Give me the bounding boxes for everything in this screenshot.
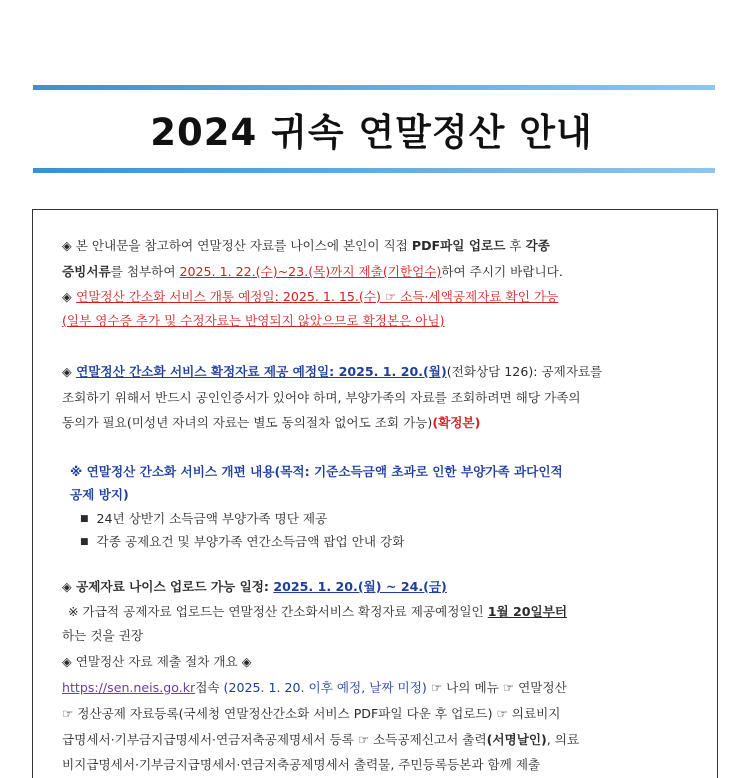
p6-line4 (62, 731, 579, 749)
p5-line3: 하는 것을 권장 (62, 628, 143, 643)
p6-menu-path: ☞ 나의 메뉴 ☞ 연말정산 (426, 680, 567, 695)
p1-text-d2: 하여 주시기 바랍니다. (441, 264, 563, 279)
p1-text-d: 각종 (525, 238, 550, 253)
bullet-square-icon: ■ (80, 514, 89, 524)
p5-upload-schedule: ◈ 공제자료 나이스 업로드 가능 일정: (62, 579, 274, 594)
p3-line3 (62, 414, 480, 432)
p6-line5: 비지급명세서·기부금지급명세서·연금저축공제명세서 출력물, 주민등록등본과 함께 제출 (62, 757, 541, 772)
p3-line1 (62, 363, 602, 381)
p6-line2 (62, 679, 567, 697)
p5-recommend: ※ 가급적 공제자료 업로드는 연말정산 간소화서비스 확정자료 제공예정일인 (68, 604, 488, 619)
p4-line2: 공제 방지) (70, 487, 129, 502)
p4-line1: ※ 연말정산 간소화 서비스 개편 내용(목적: 기준소득금액 초과로 인한 부양가족 과다인적 (70, 464, 563, 479)
p3-phone: (전화상담 126): 공제자료를 (446, 364, 603, 379)
p1-line1 (62, 237, 550, 255)
bullet-item-2 (80, 533, 404, 553)
p1-pdf-upload: PDF파일 업로드 (411, 238, 506, 253)
p3-line2: 조회하기 위해서 반드시 공인인증서가 있어야 하며, 부양가족의 자료를 조회하려면 해당 가족의 (62, 390, 581, 405)
p3-consent: 동의가 필요(미성년 자녀의 자료는 별도 동의절차 없어도 조회 가능) (62, 415, 433, 430)
p1-documents: 증빙서류 (62, 264, 111, 279)
bullet-square-icon: ■ (80, 537, 89, 547)
p3-marker: ◈ (62, 364, 77, 379)
p6-medical: , 의료 (546, 732, 580, 747)
p6-signature: (서명날인) (486, 732, 547, 747)
p1-text-b2: 를 첨부하여 (110, 264, 180, 279)
p6-register: 급명세서·기부금지급명세서·연금저축공제명세서 등록 ☞ 소득공제신고서 출력 (62, 732, 487, 747)
p5-upload-dates: 2025. 1. 20.(월) ~ 24.(금) (273, 579, 447, 594)
p5-from-date: 1월 20일부터 (487, 604, 568, 619)
bullet-text-2: 각종 공제요건 및 부양가족 연간소득금액 팝업 안내 강화 (96, 534, 405, 549)
p5-line1 (62, 578, 447, 596)
p6-line3: ☞ 정산공제 자료등록(국세청 연말정산간소화 서비스 PDF파일 다운 후 업로드) ☞ 의료비지 (62, 706, 561, 721)
p1-line2 (62, 263, 563, 281)
bullet-item-1 (80, 510, 327, 530)
p6-date-note: (2025. 1. 20. 이후 예정, 날짜 미정) (223, 680, 427, 695)
p3-confirmed-label: (확정본) (432, 415, 481, 430)
p2-service-open-date: 연말정산 간소화 서비스 개통 예정일: 2025. 1. 15.(수) ☞ 소득·세액공제자료 확인 가능 (76, 289, 559, 304)
p5-line2 (68, 603, 567, 621)
p1-deadline: 2025. 1. 22.(수)~23.(목)까지 제출(기한엄수) (179, 264, 442, 279)
neis-link[interactable]: https://sen.neis.go.kr (62, 680, 196, 695)
bullet-text-1: 24년 상반기 소득금액 부양가족 명단 제공 (96, 511, 328, 526)
p1-text-a: ◈ 본 안내문을 참고하여 연말정산 자료를 나이스에 본인이 직접 (62, 238, 412, 253)
page-title: 2024 귀속 연말정산 안내 (150, 111, 593, 154)
title-bottom-rule (33, 168, 715, 173)
p2-line2: (일부 영수증 추가 및 수정자료는 반영되지 않았으므로 확정본은 아님) (62, 313, 445, 328)
p2-marker: ◈ (62, 289, 77, 304)
p3-confirmed-date: 연말정산 간소화 서비스 확정자료 제공 예정일: 2025. 1. 20.(월) (76, 364, 447, 379)
p1-text-c: 후 (505, 238, 526, 253)
p2-line1 (62, 288, 558, 306)
p6-line1: ◈ 연말정산 자료 제출 절차 개요 ◈ (62, 654, 252, 669)
title-top-rule (33, 85, 715, 90)
p6-connect: 접속 (195, 680, 224, 695)
